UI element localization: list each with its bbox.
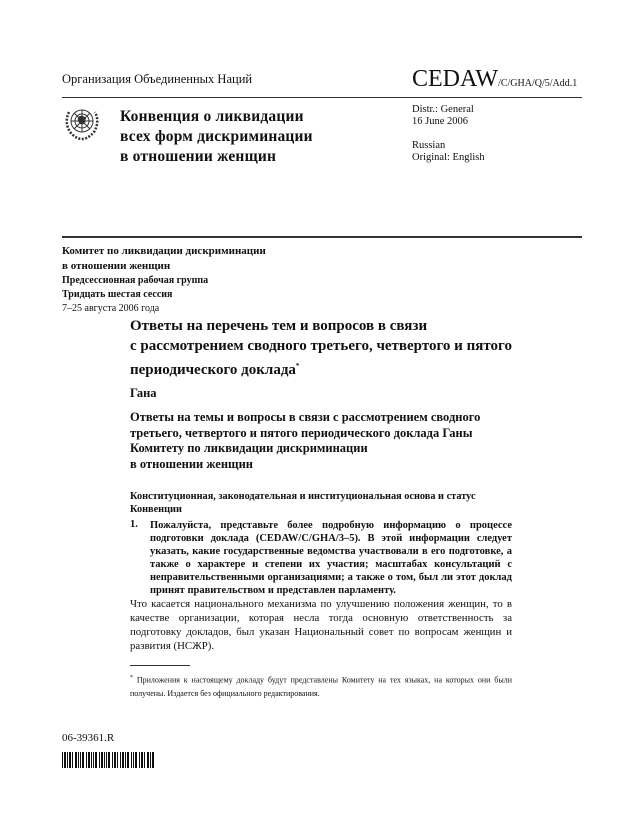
subtitle-line: третьего, четвертого и пятого периодического доклада Ганы — [130, 425, 473, 440]
footnote-divider — [130, 665, 190, 666]
document-title — [130, 316, 512, 380]
committee-block — [62, 244, 266, 316]
title-line: с рассмотрением сводного третьего, четвертого и пятого — [130, 338, 512, 354]
symbol-main: CEDAW — [412, 66, 499, 92]
subtitle-line: Комитету по ликвидации дискриминации — [130, 441, 368, 455]
footnote — [130, 672, 512, 700]
distribution-date: 16 June 2006 — [412, 116, 468, 127]
working-group: Предсессионная рабочая группа — [62, 275, 209, 286]
distribution-type: Distr.: General — [412, 104, 474, 115]
convention-title-line: всех форм дискриминации — [120, 128, 313, 145]
subtitle-line: Ответы на темы и вопросы в связи с рассмотрением сводного — [130, 410, 481, 424]
title-line: Ответы на перечень тем и вопросов в связи — [130, 318, 428, 334]
header-divider — [62, 97, 582, 98]
session: Тридцать шестая сессия — [62, 289, 173, 300]
document-number: 06-39361.R — [62, 732, 115, 744]
session-dates: 7–25 августа 2006 года — [62, 303, 160, 314]
answer-paragraph: Что касается национального механизма по улучшению положения женщин, то в качестве организации, которая несла тогда основную ответственность за подготовку докладов, был указан Национальный совет по вопросам женщин и развития (НСЖР). — [130, 598, 512, 652]
convention-title-line: Конвенция о ликвидации — [120, 108, 304, 125]
barcode-icon — [62, 752, 154, 768]
subtitle-line: в отношении женщин — [130, 456, 253, 471]
symbol-suffix: /C/GHA/Q/5/Add.1 — [498, 78, 578, 89]
question-number: 1. — [130, 519, 138, 530]
committee-name: в отношении женщин — [62, 260, 171, 272]
section-heading: Конституционная, законодательная и институциональная основа и статус Конвенции — [130, 491, 476, 515]
question-text: Пожалуйста, представьте более подробную информацию о процессе подготовки доклада (CEDAW/C/GHA/3–5). В этой информации следует указать, какие государственные ведомства участвовали в его подготовке, а также о характере и степени их участия; масштабах консультаций с неправительственными организациями; а также о том, был ли этот доклад принят правительством и представлен парламенту. — [150, 520, 512, 596]
un-emblem-icon — [62, 102, 102, 142]
section-divider — [62, 236, 582, 238]
document-language: Russian — [412, 140, 446, 151]
distribution-info — [412, 104, 485, 164]
committee-name: Комитет по ликвидации дискриминации — [62, 245, 266, 257]
convention-title-line: в отношении женщин — [120, 148, 277, 165]
footnote-mark: * — [295, 362, 300, 370]
footnote-text: Приложения к настоящему докладу будут представлены Комитету на тех языках, на которых они были получены. Издается без официального редактирования. — [130, 675, 513, 698]
original-language: Original: English — [412, 152, 485, 163]
subtitle — [130, 410, 480, 472]
country-name: Гана — [130, 386, 157, 400]
organization-name: Организация Объединенных Наций — [62, 72, 253, 86]
footnote-mark: * — [130, 675, 133, 681]
convention-title — [120, 107, 313, 167]
document-symbol — [412, 66, 577, 93]
title-line: периодического доклада — [130, 362, 296, 378]
